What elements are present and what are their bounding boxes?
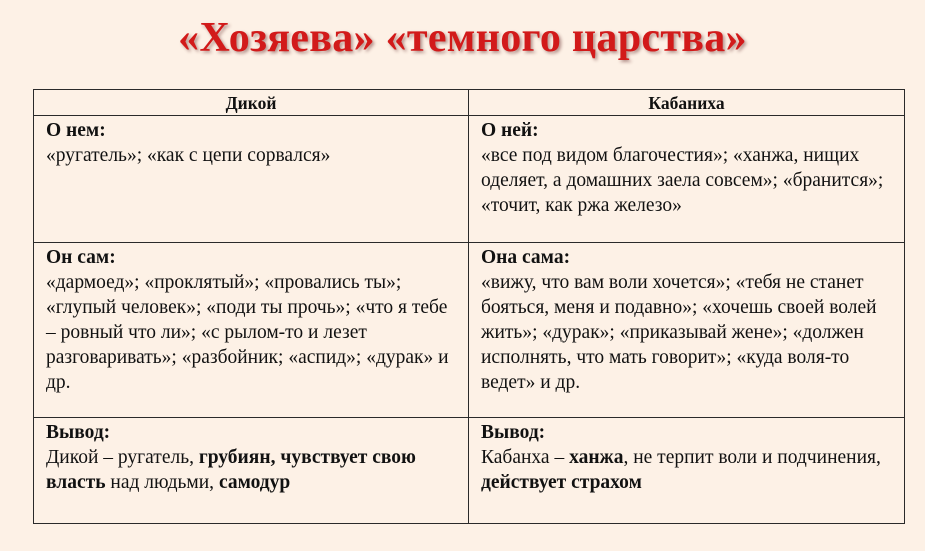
text-about-him: «ругатель»; «как с цепи сорвался» [46, 145, 331, 166]
cell-conclusion-kabanikha [469, 418, 905, 524]
conclusion-dikoy-part-1: Дикой – ругатель, [46, 447, 199, 468]
label-he-himself: Он сам: [46, 247, 116, 268]
header-row [34, 90, 905, 116]
conclusion-kabanikha-part-4: действует страхом [481, 472, 642, 493]
table-row-about [34, 116, 905, 243]
conclusion-kabanikha-part-1: Кабанха – [481, 447, 570, 468]
label-about-him: О нем: [46, 120, 106, 141]
comparison-table [33, 89, 905, 524]
cell-about-kabanikha [469, 116, 905, 243]
conclusion-kabanikha-part-2: ханжа [569, 447, 624, 468]
table-row-self [34, 243, 905, 418]
header-kabanikha: Кабаниха [469, 90, 905, 116]
text-conclusion-kabanikha [481, 445, 892, 495]
text-conclusion-dikoy [46, 445, 456, 495]
conclusion-kabanikha-part-3: , не терпит воли и подчинения, [623, 447, 881, 468]
label-she-herself: Она сама: [481, 247, 571, 268]
cell-self-dikoy [34, 243, 469, 418]
label-about-her: О ней: [481, 120, 539, 141]
cell-conclusion-dikoy [34, 418, 469, 524]
conclusion-dikoy-part-4: самодур [218, 472, 291, 493]
conclusion-dikoy-part-2: грубиян, чувствует свою власть [46, 447, 416, 493]
page-title: «Хозяева» «темного царства» [178, 15, 747, 61]
cell-self-kabanikha [469, 243, 905, 418]
header-dikoy: Дикой [34, 90, 469, 116]
conclusion-dikoy-part-3: над людьми, [105, 472, 219, 493]
text-about-her: «все под видом благочестия»; «ханжа, нищих оделяет, а домашних заела совсем»; «бранится»; «точит, как ржа железо» [481, 145, 884, 216]
text-she-herself: «вижу, что вам воли хочется»; «тебя не станет бояться, меня и подавно»; «хочешь своей волей жить»; «дурак»; «приказывай жене»; «должен исполнять, что мать говорит»; «куда воля-то ведет» и др. [481, 272, 877, 393]
label-conclusion-kabanikha: Вывод: [481, 422, 546, 443]
cell-about-dikoy [34, 116, 469, 243]
label-conclusion-dikoy: Вывод: [46, 422, 111, 443]
table-row-conclusion [34, 418, 905, 524]
text-he-himself: «дармоед»; «проклятый»; «провались ты»; «глупый человек»; «поди ты прочь»; «что я тебе – ровный что ли»; «с рылом-то и лезет разговаривать»; «разбойник; «аспид»; «дурак» и др. [46, 272, 449, 393]
